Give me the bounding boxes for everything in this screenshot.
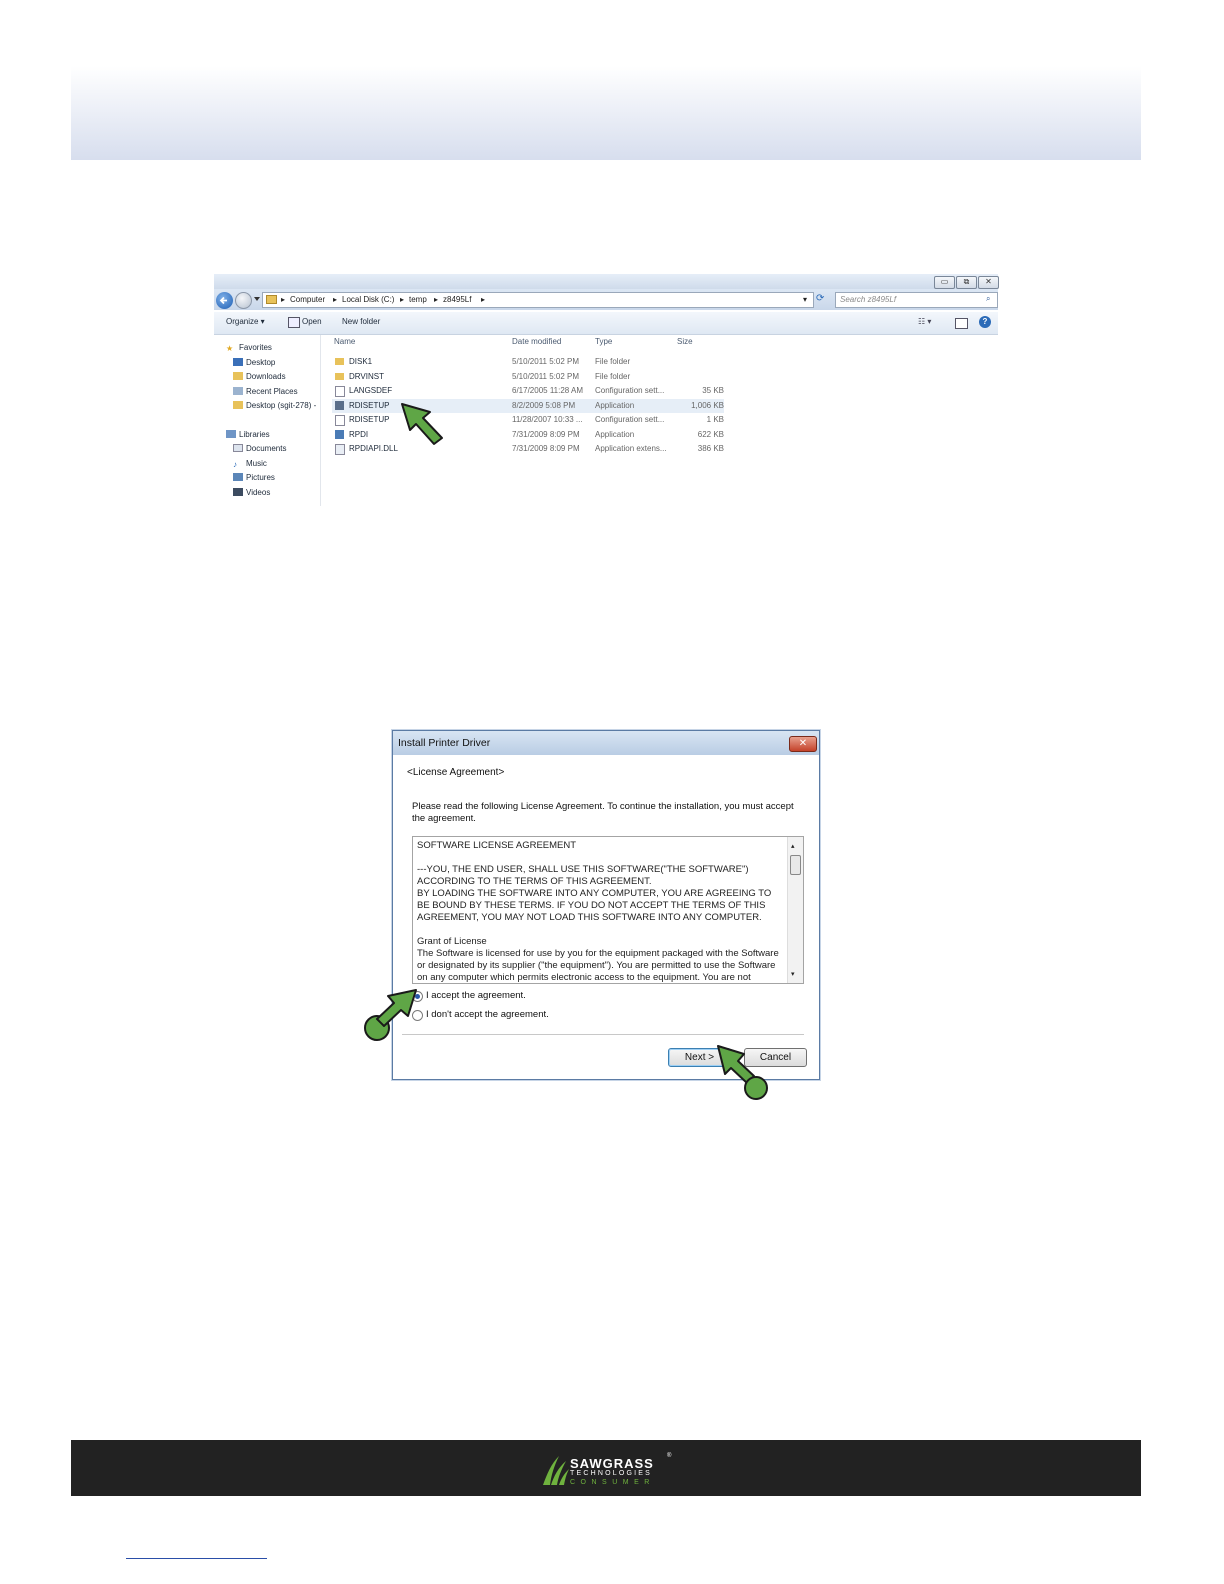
column-size[interactable]: Size: [677, 337, 693, 346]
file-date: 8/2/2009 5:08 PM: [512, 401, 576, 410]
file-name: RPDI: [349, 430, 369, 439]
divider: [402, 1034, 804, 1035]
license-paragraph: ---YOU, THE END USER, SHALL USE THIS SOFTWARE("THE SOFTWARE") ACCORDING TO THE TERMS OF THIS AGREEMENT.: [417, 864, 749, 887]
file-date: 11/28/2007 10:33 ...: [512, 415, 583, 424]
pictures-icon: [233, 473, 243, 481]
header-band: [71, 66, 1141, 160]
organize-button[interactable]: Organize ▾: [226, 317, 265, 326]
user-folder-icon: [233, 401, 243, 409]
license-scrollbar[interactable]: [787, 837, 803, 983]
footer-technologies: TECHNOLOGIES: [570, 1470, 653, 1477]
column-date-modified[interactable]: Date modified: [512, 337, 562, 346]
recent-places-icon: [233, 387, 243, 395]
breadcrumb-folder[interactable]: z8495Lf: [443, 295, 472, 304]
nav-item-label: Music: [246, 459, 267, 468]
next-button[interactable]: Next >: [668, 1048, 731, 1067]
file-size: 386 KB: [697, 444, 724, 453]
file-name: DISK1: [349, 357, 373, 366]
scroll-thumb[interactable]: [790, 855, 801, 875]
close-button[interactable]: ✕: [978, 276, 999, 289]
file-type: Application: [595, 401, 635, 410]
install-dialog: [392, 730, 820, 1080]
instruction-text: Please read the following License Agreement. To continue the installation, you must accept the agreement.: [412, 801, 794, 824]
license-grant-heading: Grant of License: [417, 936, 487, 947]
address-bar[interactable]: [262, 292, 814, 308]
command-toolbar: [214, 312, 998, 335]
desktop-icon: [233, 358, 243, 366]
open-icon: [288, 317, 300, 328]
libraries-icon: [226, 430, 236, 438]
nav-item-pictures[interactable]: [233, 473, 275, 482]
accept-label[interactable]: I accept the agreement.: [426, 990, 526, 1001]
search-placeholder: Search z8495Lf: [840, 295, 897, 304]
column-type[interactable]: Type: [595, 337, 613, 346]
nav-item-label: Pictures: [246, 473, 275, 482]
file-date: 7/31/2009 8:09 PM: [512, 444, 580, 453]
recent-pages-icon[interactable]: [254, 297, 260, 301]
search-icon: ⌕: [986, 294, 991, 303]
file-row[interactable]: [332, 428, 724, 442]
file-type: File folder: [595, 372, 631, 381]
file-date: 5/10/2011 5:02 PM: [512, 372, 580, 381]
search-input[interactable]: [835, 292, 998, 308]
breadcrumb-computer[interactable]: Computer: [290, 295, 326, 304]
dialog-close-button[interactable]: ✕: [789, 736, 817, 752]
file-row-selected[interactable]: [332, 399, 724, 413]
forward-button[interactable]: [235, 292, 252, 309]
next-callout-arrow-icon: [712, 1042, 772, 1102]
config-file-icon: [335, 386, 345, 397]
file-type: Configuration sett...: [595, 415, 665, 424]
file-name: LANGSDEF: [349, 386, 393, 395]
callout-circle: [745, 1077, 767, 1099]
music-icon: ♪: [233, 460, 237, 469]
dll-file-icon: [335, 444, 345, 455]
folder-icon: [335, 373, 344, 380]
maximize-button[interactable]: ⧉: [956, 276, 977, 289]
callout-pointer: [377, 990, 416, 1026]
license-grant-text: The Software is licensed for use by you for the equipment packaged with the Software or designated by its supplier ("the equipment"). You are permitted to use the Software on any computer which permits electronic access to the equipment. You are not: [417, 948, 779, 983]
nav-item-desktop-network[interactable]: [233, 401, 316, 410]
footer-brand: SAWGRASS: [570, 1456, 654, 1471]
nav-item-label: Documents: [246, 444, 287, 453]
breadcrumb-separator[interactable]: ▸: [400, 295, 405, 304]
file-row[interactable]: [332, 384, 724, 398]
file-date: 5/10/2011 5:02 PM: [512, 357, 580, 366]
breadcrumb-separator[interactable]: ▸: [481, 295, 486, 304]
nav-favorites[interactable]: [226, 343, 272, 352]
nav-item-music[interactable]: [233, 459, 267, 468]
nav-item-label: Downloads: [246, 372, 286, 381]
file-size: 35 KB: [702, 386, 724, 395]
nav-item-downloads[interactable]: [233, 372, 286, 381]
license-paragraph: BY LOADING THE SOFTWARE INTO ANY COMPUTER, YOU ARE AGREEING TO BE BOUND BY THESE TERMS. IF YOU DO NOT ACCEPT THE TERMS OF THIS AGREEMENT, YOU MAY NOT LOAD THIS SOFTWARE INTO ANY COMPUTER.: [417, 888, 772, 923]
cancel-button[interactable]: Cancel: [744, 1048, 807, 1067]
application-icon: [335, 430, 344, 439]
footer-trademark: ®: [667, 1453, 672, 1459]
nav-item-documents[interactable]: [233, 444, 286, 453]
file-type: Configuration sett...: [595, 386, 665, 395]
view-options-icon[interactable]: ☷ ▾: [918, 317, 932, 326]
file-size: 622 KB: [697, 430, 724, 439]
file-type: Application: [595, 430, 635, 439]
folder-icon: [266, 295, 277, 304]
help-icon[interactable]: ?: [979, 316, 991, 328]
videos-icon: [233, 488, 243, 496]
section-heading: <License Agreement>: [407, 767, 505, 778]
file-row[interactable]: [332, 413, 724, 427]
application-icon: [335, 401, 344, 410]
file-size: 1,006 KB: [691, 401, 724, 410]
file-name: RDISETUP: [349, 415, 390, 424]
preview-pane-icon[interactable]: [955, 318, 968, 329]
folder-icon: [335, 358, 344, 365]
scroll-up-icon[interactable]: ▴: [791, 843, 795, 850]
explorer-title-bar: [214, 274, 998, 289]
dialog-title-bar: [393, 731, 819, 755]
footer-link-underline[interactable]: [126, 1558, 267, 1559]
scroll-down-icon[interactable]: ▾: [791, 971, 795, 978]
file-row[interactable]: [332, 442, 724, 456]
column-name[interactable]: Name: [334, 337, 356, 346]
explorer-window: [214, 274, 998, 506]
nav-item-label: Videos: [246, 488, 271, 497]
file-name: RPDIAPI.DLL: [349, 444, 398, 453]
navigation-pane: [214, 335, 321, 506]
open-button[interactable]: Open: [302, 317, 322, 326]
nav-item-recent-places[interactable]: [233, 387, 298, 396]
breadcrumb-local-disk[interactable]: Local Disk (C:): [342, 295, 395, 304]
nav-favorites-label: Favorites: [239, 343, 272, 352]
file-size: 1 KB: [706, 415, 724, 424]
back-button[interactable]: [216, 292, 233, 309]
minimize-button[interactable]: ▭: [934, 276, 955, 289]
file-date: 6/17/2005 11:28 AM: [512, 386, 584, 395]
file-type: Application extens...: [595, 444, 667, 453]
footer-consumer: CONSUMER: [570, 1479, 655, 1486]
nav-item-label: Recent Places: [246, 387, 298, 396]
file-row[interactable]: [332, 370, 724, 384]
license-text-box[interactable]: [412, 836, 804, 984]
breadcrumb-temp[interactable]: temp: [409, 295, 427, 304]
breadcrumb-separator[interactable]: ▸: [333, 295, 338, 304]
config-file-icon: [335, 415, 345, 426]
file-date: 7/31/2009 8:09 PM: [512, 430, 580, 439]
documents-icon: [233, 444, 243, 452]
downloads-icon: [233, 372, 243, 380]
address-dropdown-icon[interactable]: ▾: [803, 295, 808, 304]
file-type: File folder: [595, 357, 631, 366]
file-name: RDISETUP: [349, 401, 390, 410]
nav-libraries[interactable]: [226, 430, 270, 439]
address-row: [214, 289, 998, 310]
file-name: DRVINST: [349, 372, 384, 381]
new-folder-button[interactable]: New folder: [342, 317, 381, 326]
dialog-title: Install Printer Driver: [398, 737, 491, 749]
star-icon: ★: [226, 344, 234, 353]
callout-pointer: [718, 1046, 754, 1083]
nav-libraries-label: Libraries: [239, 430, 270, 439]
sawgrass-logo-icon: [541, 1454, 569, 1486]
back-arrow-icon: [216, 292, 233, 309]
nav-item-label: Desktop: [246, 358, 276, 367]
breadcrumb-separator[interactable]: ▸: [434, 295, 439, 304]
license-heading: SOFTWARE LICENSE AGREEMENT: [417, 840, 577, 851]
file-row[interactable]: [332, 355, 724, 369]
refresh-icon[interactable]: ⟳: [816, 293, 825, 304]
breadcrumb-separator[interactable]: ▸: [281, 295, 286, 304]
dialog-body: [393, 755, 819, 1079]
nav-item-desktop[interactable]: [233, 358, 275, 367]
accept-callout-arrow-icon: [360, 982, 430, 1044]
decline-label[interactable]: I don't accept the agreement.: [426, 1009, 549, 1020]
nav-item-videos[interactable]: [233, 488, 270, 497]
footer-bar: [71, 1440, 1141, 1496]
pointer-arrow-icon: [398, 400, 448, 446]
nav-item-label: Desktop (sgit-278) -: [246, 401, 317, 410]
